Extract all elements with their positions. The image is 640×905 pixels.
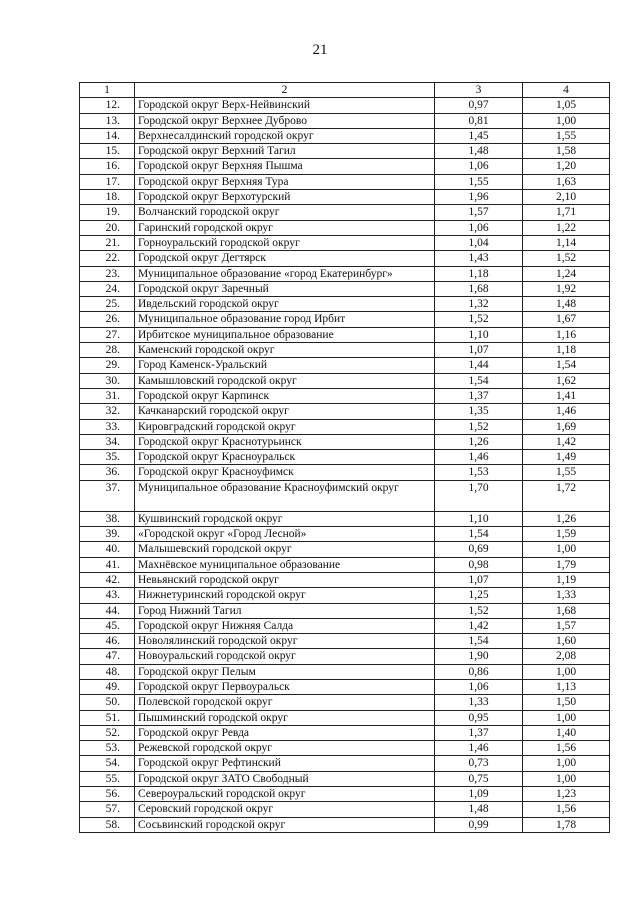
value-col4-cell: 1,18 — [523, 343, 610, 358]
value-col4-cell: 1,00 — [523, 756, 610, 771]
value-col4-cell: 1,40 — [523, 725, 610, 740]
value-col3-cell: 0,69 — [435, 542, 523, 557]
table-row — [80, 297, 610, 312]
row-number-cell: 44. — [80, 603, 135, 618]
value-col3-cell: 1,44 — [435, 358, 523, 373]
municipality-name-cell: Городской округ Верхняя Тура — [135, 174, 435, 189]
municipality-name-cell: Новолялинский городской округ — [135, 634, 435, 649]
value-col3-cell: 0,98 — [435, 557, 523, 572]
value-col4-cell: 1,42 — [523, 434, 610, 449]
row-number-cell: 53. — [80, 741, 135, 756]
row-number-cell: 52. — [80, 725, 135, 740]
value-col3-cell: 1,43 — [435, 251, 523, 266]
value-col4-cell: 1,78 — [523, 817, 610, 832]
table-row — [80, 113, 610, 128]
value-col4-cell: 1,56 — [523, 741, 610, 756]
table-row — [80, 220, 610, 235]
value-col4-cell: 1,57 — [523, 618, 610, 633]
value-col3-cell: 1,37 — [435, 388, 523, 403]
header-cell: 2 — [135, 83, 435, 98]
value-col4-cell: 1,22 — [523, 220, 610, 235]
municipality-name-cell: Городской округ Краснотурьинск — [135, 434, 435, 449]
table-row — [80, 343, 610, 358]
value-col4-cell: 1,00 — [523, 710, 610, 725]
value-col4-cell: 1,55 — [523, 128, 610, 143]
municipality-name-cell: Малышевский городской округ — [135, 542, 435, 557]
municipality-name-cell: Режевской городской округ — [135, 741, 435, 756]
table-row — [80, 312, 610, 327]
table-row — [80, 281, 610, 296]
row-number-cell: 38. — [80, 511, 135, 526]
value-col3-cell: 1,48 — [435, 802, 523, 817]
row-number-cell: 33. — [80, 419, 135, 434]
row-number-cell: 58. — [80, 817, 135, 832]
value-col4-cell: 1,92 — [523, 281, 610, 296]
table-row — [80, 450, 610, 465]
value-col3-cell: 1,06 — [435, 679, 523, 694]
row-number-cell: 16. — [80, 159, 135, 174]
table-row — [80, 480, 610, 511]
row-number-cell: 37. — [80, 480, 135, 511]
value-col3-cell: 0,73 — [435, 756, 523, 771]
value-col4-cell: 1,72 — [523, 480, 610, 511]
row-number-cell: 34. — [80, 434, 135, 449]
value-col4-cell: 1,56 — [523, 802, 610, 817]
row-number-cell: 13. — [80, 113, 135, 128]
table-row — [80, 388, 610, 403]
value-col3-cell: 1,55 — [435, 174, 523, 189]
value-col4-cell: 1,16 — [523, 327, 610, 342]
value-col3-cell: 1,18 — [435, 266, 523, 281]
value-col4-cell: 1,63 — [523, 174, 610, 189]
table-row — [80, 465, 610, 480]
header-cell: 3 — [435, 83, 523, 98]
municipality-name-cell: Городской округ Дегтярск — [135, 251, 435, 266]
value-col3-cell: 1,33 — [435, 695, 523, 710]
value-col4-cell: 1,05 — [523, 98, 610, 113]
table-row — [80, 710, 610, 725]
row-number-cell: 56. — [80, 787, 135, 802]
row-number-cell: 35. — [80, 450, 135, 465]
row-number-cell: 14. — [80, 128, 135, 143]
value-col4-cell: 1,59 — [523, 527, 610, 542]
municipality-name-cell: Городской округ Карпинск — [135, 388, 435, 403]
table-row — [80, 98, 610, 113]
row-number-cell: 57. — [80, 802, 135, 817]
table-row — [80, 404, 610, 419]
row-number-cell: 12. — [80, 98, 135, 113]
value-col3-cell: 1,54 — [435, 373, 523, 388]
value-col4-cell: 1,79 — [523, 557, 610, 572]
value-col3-cell: 1,68 — [435, 281, 523, 296]
row-number-cell: 19. — [80, 205, 135, 220]
value-col3-cell: 1,57 — [435, 205, 523, 220]
row-number-cell: 30. — [80, 373, 135, 388]
value-col3-cell: 1,32 — [435, 297, 523, 312]
municipality-name-cell: Город Каменск-Уральский — [135, 358, 435, 373]
row-number-cell: 39. — [80, 527, 135, 542]
municipality-name-cell: Серовский городской округ — [135, 802, 435, 817]
municipality-name-cell: Городской округ Верхняя Пышма — [135, 159, 435, 174]
value-col4-cell: 1,62 — [523, 373, 610, 388]
row-number-cell: 48. — [80, 664, 135, 679]
value-col3-cell: 0,95 — [435, 710, 523, 725]
value-col4-cell: 1,19 — [523, 572, 610, 587]
value-col3-cell: 0,86 — [435, 664, 523, 679]
value-col3-cell: 1,10 — [435, 511, 523, 526]
value-col4-cell: 1,41 — [523, 388, 610, 403]
row-number-cell: 42. — [80, 572, 135, 587]
row-number-cell: 50. — [80, 695, 135, 710]
municipality-name-cell: Городской округ Красноуральск — [135, 450, 435, 465]
table-row — [80, 434, 610, 449]
value-col3-cell: 1,96 — [435, 190, 523, 205]
table-header-row — [80, 83, 610, 98]
row-number-cell: 24. — [80, 281, 135, 296]
municipality-name-cell: Ирбитское муниципальное образование — [135, 327, 435, 342]
row-number-cell: 27. — [80, 327, 135, 342]
municipality-name-cell: Ивдельский городской округ — [135, 297, 435, 312]
value-col4-cell: 1,58 — [523, 144, 610, 159]
value-col3-cell: 1,04 — [435, 235, 523, 250]
municipality-name-cell: Невьянский городской округ — [135, 572, 435, 587]
table-row — [80, 572, 610, 587]
value-col3-cell: 1,07 — [435, 572, 523, 587]
value-col3-cell: 1,06 — [435, 159, 523, 174]
municipality-name-cell: Городской округ ЗАТО Свободный — [135, 771, 435, 786]
row-number-cell: 21. — [80, 235, 135, 250]
row-number-cell: 17. — [80, 174, 135, 189]
row-number-cell: 28. — [80, 343, 135, 358]
row-number-cell: 43. — [80, 588, 135, 603]
table-row — [80, 251, 610, 266]
value-col4-cell: 2,08 — [523, 649, 610, 664]
value-col4-cell: 1,33 — [523, 588, 610, 603]
table-row — [80, 205, 610, 220]
table-row — [80, 618, 610, 633]
row-number-cell: 23. — [80, 266, 135, 281]
municipality-name-cell: Сосьвинский городской округ — [135, 817, 435, 832]
value-col4-cell: 1,24 — [523, 266, 610, 281]
table-row — [80, 771, 610, 786]
table-row — [80, 128, 610, 143]
value-col3-cell: 1,52 — [435, 419, 523, 434]
municipality-name-cell: Муниципальное образование Красноуфимский округ — [135, 480, 435, 511]
table-row — [80, 802, 610, 817]
row-number-cell: 47. — [80, 649, 135, 664]
value-col3-cell: 1,37 — [435, 725, 523, 740]
table-row — [80, 358, 610, 373]
table-row — [80, 634, 610, 649]
value-col4-cell: 2,10 — [523, 190, 610, 205]
municipality-name-cell: «Городской округ «Город Лесной» — [135, 527, 435, 542]
row-number-cell: 46. — [80, 634, 135, 649]
row-number-cell: 26. — [80, 312, 135, 327]
row-number-cell: 40. — [80, 542, 135, 557]
value-col3-cell: 1,53 — [435, 465, 523, 480]
municipality-name-cell: Нижнетуринский городской округ — [135, 588, 435, 603]
row-number-cell: 18. — [80, 190, 135, 205]
table-row — [80, 159, 610, 174]
value-col4-cell: 1,00 — [523, 664, 610, 679]
value-col3-cell: 1,26 — [435, 434, 523, 449]
value-col3-cell: 0,81 — [435, 113, 523, 128]
value-col4-cell: 1,23 — [523, 787, 610, 802]
value-col3-cell: 1,90 — [435, 649, 523, 664]
value-col4-cell: 1,00 — [523, 771, 610, 786]
value-col3-cell: 1,42 — [435, 618, 523, 633]
table-row — [80, 695, 610, 710]
value-col4-cell: 1,49 — [523, 450, 610, 465]
municipality-name-cell: Городской округ Пелым — [135, 664, 435, 679]
table-row — [80, 235, 610, 250]
municipality-name-cell: Городской округ Первоуральск — [135, 679, 435, 694]
table-row — [80, 190, 610, 205]
municipality-name-cell: Муниципальное образование «город Екатеринбург» — [135, 266, 435, 281]
table-row — [80, 373, 610, 388]
table-row — [80, 557, 610, 572]
coefficients-table — [79, 82, 610, 833]
municipality-name-cell: Городской округ Рефтинский — [135, 756, 435, 771]
value-col4-cell: 1,55 — [523, 465, 610, 480]
municipality-name-cell: Камышловский городской округ — [135, 373, 435, 388]
municipality-name-cell: Верхнесалдинский городской округ — [135, 128, 435, 143]
table-row — [80, 817, 610, 832]
value-col3-cell: 1,52 — [435, 603, 523, 618]
header-cell: 1 — [80, 83, 135, 98]
row-number-cell: 55. — [80, 771, 135, 786]
table-row — [80, 679, 610, 694]
municipality-name-cell: Качканарский городской округ — [135, 404, 435, 419]
value-col3-cell: 1,09 — [435, 787, 523, 802]
table-row — [80, 725, 610, 740]
value-col4-cell: 1,71 — [523, 205, 610, 220]
table-row — [80, 144, 610, 159]
table-row — [80, 266, 610, 281]
municipality-name-cell: Городской округ Нижняя Салда — [135, 618, 435, 633]
table-row — [80, 542, 610, 557]
row-number-cell: 22. — [80, 251, 135, 266]
value-col4-cell: 1,54 — [523, 358, 610, 373]
value-col3-cell: 1,35 — [435, 404, 523, 419]
value-col3-cell: 1,45 — [435, 128, 523, 143]
value-col3-cell: 1,52 — [435, 312, 523, 327]
municipality-name-cell: Городской округ Верхний Тагил — [135, 144, 435, 159]
table-row — [80, 174, 610, 189]
table-row — [80, 327, 610, 342]
municipality-name-cell: Волчанский городской округ — [135, 205, 435, 220]
municipality-name-cell: Городской округ Красноуфимск — [135, 465, 435, 480]
municipality-name-cell: Кировградский городской округ — [135, 419, 435, 434]
table-row — [80, 511, 610, 526]
value-col3-cell: 1,70 — [435, 480, 523, 511]
municipality-name-cell: Городской округ Ревда — [135, 725, 435, 740]
row-number-cell: 25. — [80, 297, 135, 312]
value-col3-cell: 1,07 — [435, 343, 523, 358]
table-row — [80, 741, 610, 756]
value-col4-cell: 1,13 — [523, 679, 610, 694]
value-col4-cell: 1,50 — [523, 695, 610, 710]
municipality-name-cell: Гаринский городской округ — [135, 220, 435, 235]
value-col3-cell: 1,54 — [435, 527, 523, 542]
value-col4-cell: 1,14 — [523, 235, 610, 250]
municipality-name-cell: Городской округ Заречный — [135, 281, 435, 296]
row-number-cell: 41. — [80, 557, 135, 572]
value-col3-cell: 0,99 — [435, 817, 523, 832]
row-number-cell: 49. — [80, 679, 135, 694]
municipality-name-cell: Махнёвское муниципальное образование — [135, 557, 435, 572]
municipality-name-cell: Городской округ Верхотурский — [135, 190, 435, 205]
municipality-name-cell: Муниципальное образование город Ирбит — [135, 312, 435, 327]
value-col3-cell: 1,54 — [435, 634, 523, 649]
value-col3-cell: 1,25 — [435, 588, 523, 603]
municipality-name-cell: Городской округ Верх-Нейвинский — [135, 98, 435, 113]
value-col4-cell: 1,20 — [523, 159, 610, 174]
table-row — [80, 419, 610, 434]
page-number: 21 — [312, 42, 328, 58]
value-col3-cell: 1,46 — [435, 450, 523, 465]
value-col4-cell: 1,52 — [523, 251, 610, 266]
row-number-cell: 29. — [80, 358, 135, 373]
table-row — [80, 603, 610, 618]
row-number-cell: 31. — [80, 388, 135, 403]
row-number-cell: 45. — [80, 618, 135, 633]
value-col3-cell: 1,48 — [435, 144, 523, 159]
table-row — [80, 756, 610, 771]
value-col4-cell: 1,26 — [523, 511, 610, 526]
row-number-cell: 20. — [80, 220, 135, 235]
value-col4-cell: 1,67 — [523, 312, 610, 327]
value-col4-cell: 1,00 — [523, 113, 610, 128]
value-col4-cell: 1,46 — [523, 404, 610, 419]
row-number-cell: 32. — [80, 404, 135, 419]
value-col3-cell: 1,46 — [435, 741, 523, 756]
table-row — [80, 588, 610, 603]
table-row — [80, 527, 610, 542]
header-cell: 4 — [523, 83, 610, 98]
value-col4-cell: 1,48 — [523, 297, 610, 312]
table-row — [80, 664, 610, 679]
municipality-name-cell: Новоуральский городской округ — [135, 649, 435, 664]
municipality-name-cell: Горноуральский городской округ — [135, 235, 435, 250]
municipality-name-cell: Городской округ Верхнее Дуброво — [135, 113, 435, 128]
municipality-name-cell: Каменский городской округ — [135, 343, 435, 358]
value-col3-cell: 1,10 — [435, 327, 523, 342]
row-number-cell: 54. — [80, 756, 135, 771]
value-col4-cell: 1,68 — [523, 603, 610, 618]
municipality-name-cell: Полевской городской округ — [135, 695, 435, 710]
municipality-name-cell: Североуральский городской округ — [135, 787, 435, 802]
municipality-name-cell: Кушвинский городской округ — [135, 511, 435, 526]
row-number-cell: 51. — [80, 710, 135, 725]
value-col3-cell: 1,06 — [435, 220, 523, 235]
value-col4-cell: 1,60 — [523, 634, 610, 649]
value-col4-cell: 1,00 — [523, 542, 610, 557]
row-number-cell: 15. — [80, 144, 135, 159]
row-number-cell: 36. — [80, 465, 135, 480]
municipality-name-cell: Город Нижний Тагил — [135, 603, 435, 618]
table-row — [80, 787, 610, 802]
value-col3-cell: 0,75 — [435, 771, 523, 786]
table-row — [80, 649, 610, 664]
value-col4-cell: 1,69 — [523, 419, 610, 434]
municipality-name-cell: Пышминский городской округ — [135, 710, 435, 725]
value-col3-cell: 0,97 — [435, 98, 523, 113]
